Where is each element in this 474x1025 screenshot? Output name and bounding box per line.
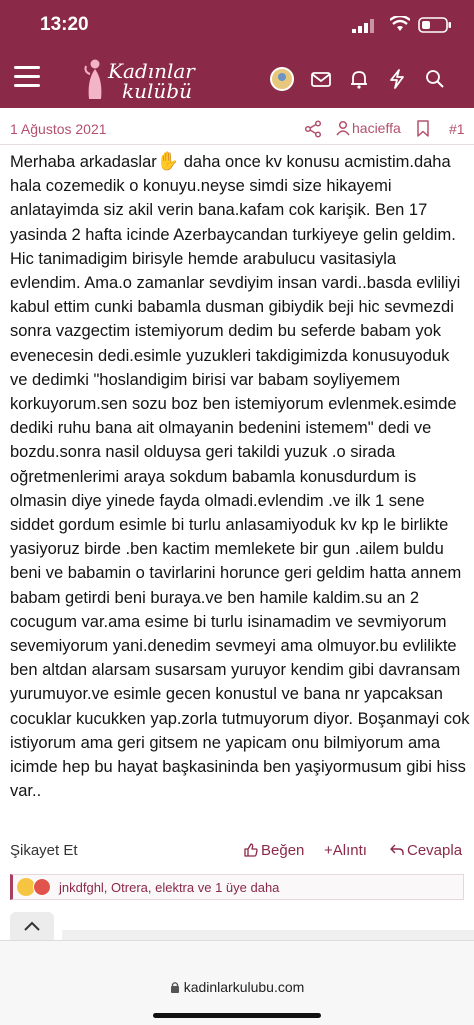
browser-bottom-bar xyxy=(0,940,474,1025)
user-icon xyxy=(336,120,350,136)
status-bar xyxy=(0,0,474,50)
raised-hand-emoji: ✋ xyxy=(156,151,180,171)
report-button[interactable]: Şikayet Et xyxy=(10,842,78,859)
post-text-start: Merhaba arkadaslar xyxy=(10,153,157,171)
post-number[interactable]: #1 xyxy=(449,121,465,137)
url-text: kadinlarkulubu.com xyxy=(183,979,305,995)
battery-icon xyxy=(418,17,452,33)
post-author-name: hacieffa xyxy=(352,120,401,136)
home-indicator xyxy=(153,1013,321,1018)
site-logo[interactable] xyxy=(84,56,194,104)
reaction-users[interactable]: jnkdfghl, Otrera, elektra ve 1 üye daha xyxy=(59,880,280,895)
site-header xyxy=(0,50,474,108)
reaction-emojis xyxy=(17,878,57,896)
post-actions xyxy=(0,838,474,864)
post-date[interactable]: 1 Ağustos 2021 xyxy=(10,121,107,137)
angry-face-icon xyxy=(33,878,51,896)
post-meta xyxy=(0,108,474,145)
quote-button[interactable]: +Alıntı xyxy=(324,842,367,859)
thumbs-up-icon xyxy=(244,843,258,857)
user-avatar[interactable] xyxy=(270,67,294,91)
menu-icon[interactable] xyxy=(14,66,40,90)
reply-icon xyxy=(390,843,404,857)
like-label: Beğen xyxy=(261,842,305,859)
lock-icon xyxy=(170,981,180,993)
share-icon[interactable] xyxy=(304,120,322,138)
reactions-bar[interactable] xyxy=(10,874,464,900)
logo-text-line2: kulübü xyxy=(122,79,192,103)
chevron-up-icon xyxy=(23,920,41,932)
bookmark-icon[interactable] xyxy=(416,120,430,137)
post-text-rest: daha once kv konusu acmistim.daha hala cozemedik o konuyu.neyse simdi size hikayemi anlatayimda siz akil verin bana.kafam cok karişik. Ben 17 yasinda 2 hafta icinde Azerbaycandan turkiyeye gelin geldim. Hic tanimadigim birisyle hemde arabulucu vasitasiyla evlendim. Ama.o zamanlar sevdiyim insan vardi..basda evliliyi kabul ettim cunki babamla dusman gibiydik beji hic sevmezdi sonra vazgectim istemiyorum dedim bu seferde babam yok evenecesin dedi.esimle yuzukleri takdigimizda konusuyoduk ve dedimki "hoslandigim birisi var babam soyliyemem korkuyorum.sen sozu boz ben istemiyorum evlenmek.esimde dediki ruhu bana ait olmayanin bedenini istemem" dedi ve bozdu.sonra nasil olduysa geri takildi yuzuk .o sirada oğretmenlerimi araya sokdum babamla konusdurdum is olmasin diye yinede fayda olmadi.evlendim .ve ilk 1 sene siddet gordum esimle bi turlu anlasamiyoduk kv kp le birlikte yasiyoruz birde .ben kactim memlekete bir gun .ailem buldu beni ve babamin o tavirlarini horunce geri geldim hatta annem babam getirdi beni buraya.ve ben hamile kaldim.su an 2 cocugum var.ama esime bi turlu isinamadim ve sevmiyorum sevemiyorum yani.denedim sevmeyi ama olmuyor.bu evlilikte ben altdan alarsam susarsam yuruyor kendim gibi davransam yurumuyor.ve esimle gecen konustul ve bana nr yapcaksan cocuklar kucukken yap.zorla tutmuyorum diyor. Boşanmayi cok istiyorum ama geri gitsem ne yapicam onu bilmiyorum ama icimde hep bu hayat başkasininda ben yaşiyormusum gibi hiss var.. xyxy=(10,153,470,801)
header-icons xyxy=(270,66,446,92)
search-icon[interactable] xyxy=(424,68,446,90)
bell-icon[interactable] xyxy=(348,68,370,90)
lightning-icon[interactable] xyxy=(386,68,408,90)
mail-icon[interactable] xyxy=(310,68,332,90)
post-author[interactable] xyxy=(336,120,401,136)
post-body xyxy=(10,150,470,803)
reply-button[interactable] xyxy=(390,842,462,859)
reply-label: Cevapla xyxy=(407,842,463,859)
wifi-icon xyxy=(390,16,410,32)
logo-text-line1: Kadınlar xyxy=(108,59,195,83)
logo-figure-icon xyxy=(84,58,106,100)
url-bar[interactable] xyxy=(0,979,474,995)
scroll-to-top-button[interactable] xyxy=(10,912,54,940)
signal-icon xyxy=(352,19,374,33)
status-time: 13:20 xyxy=(40,14,89,35)
like-button[interactable] xyxy=(244,842,304,859)
